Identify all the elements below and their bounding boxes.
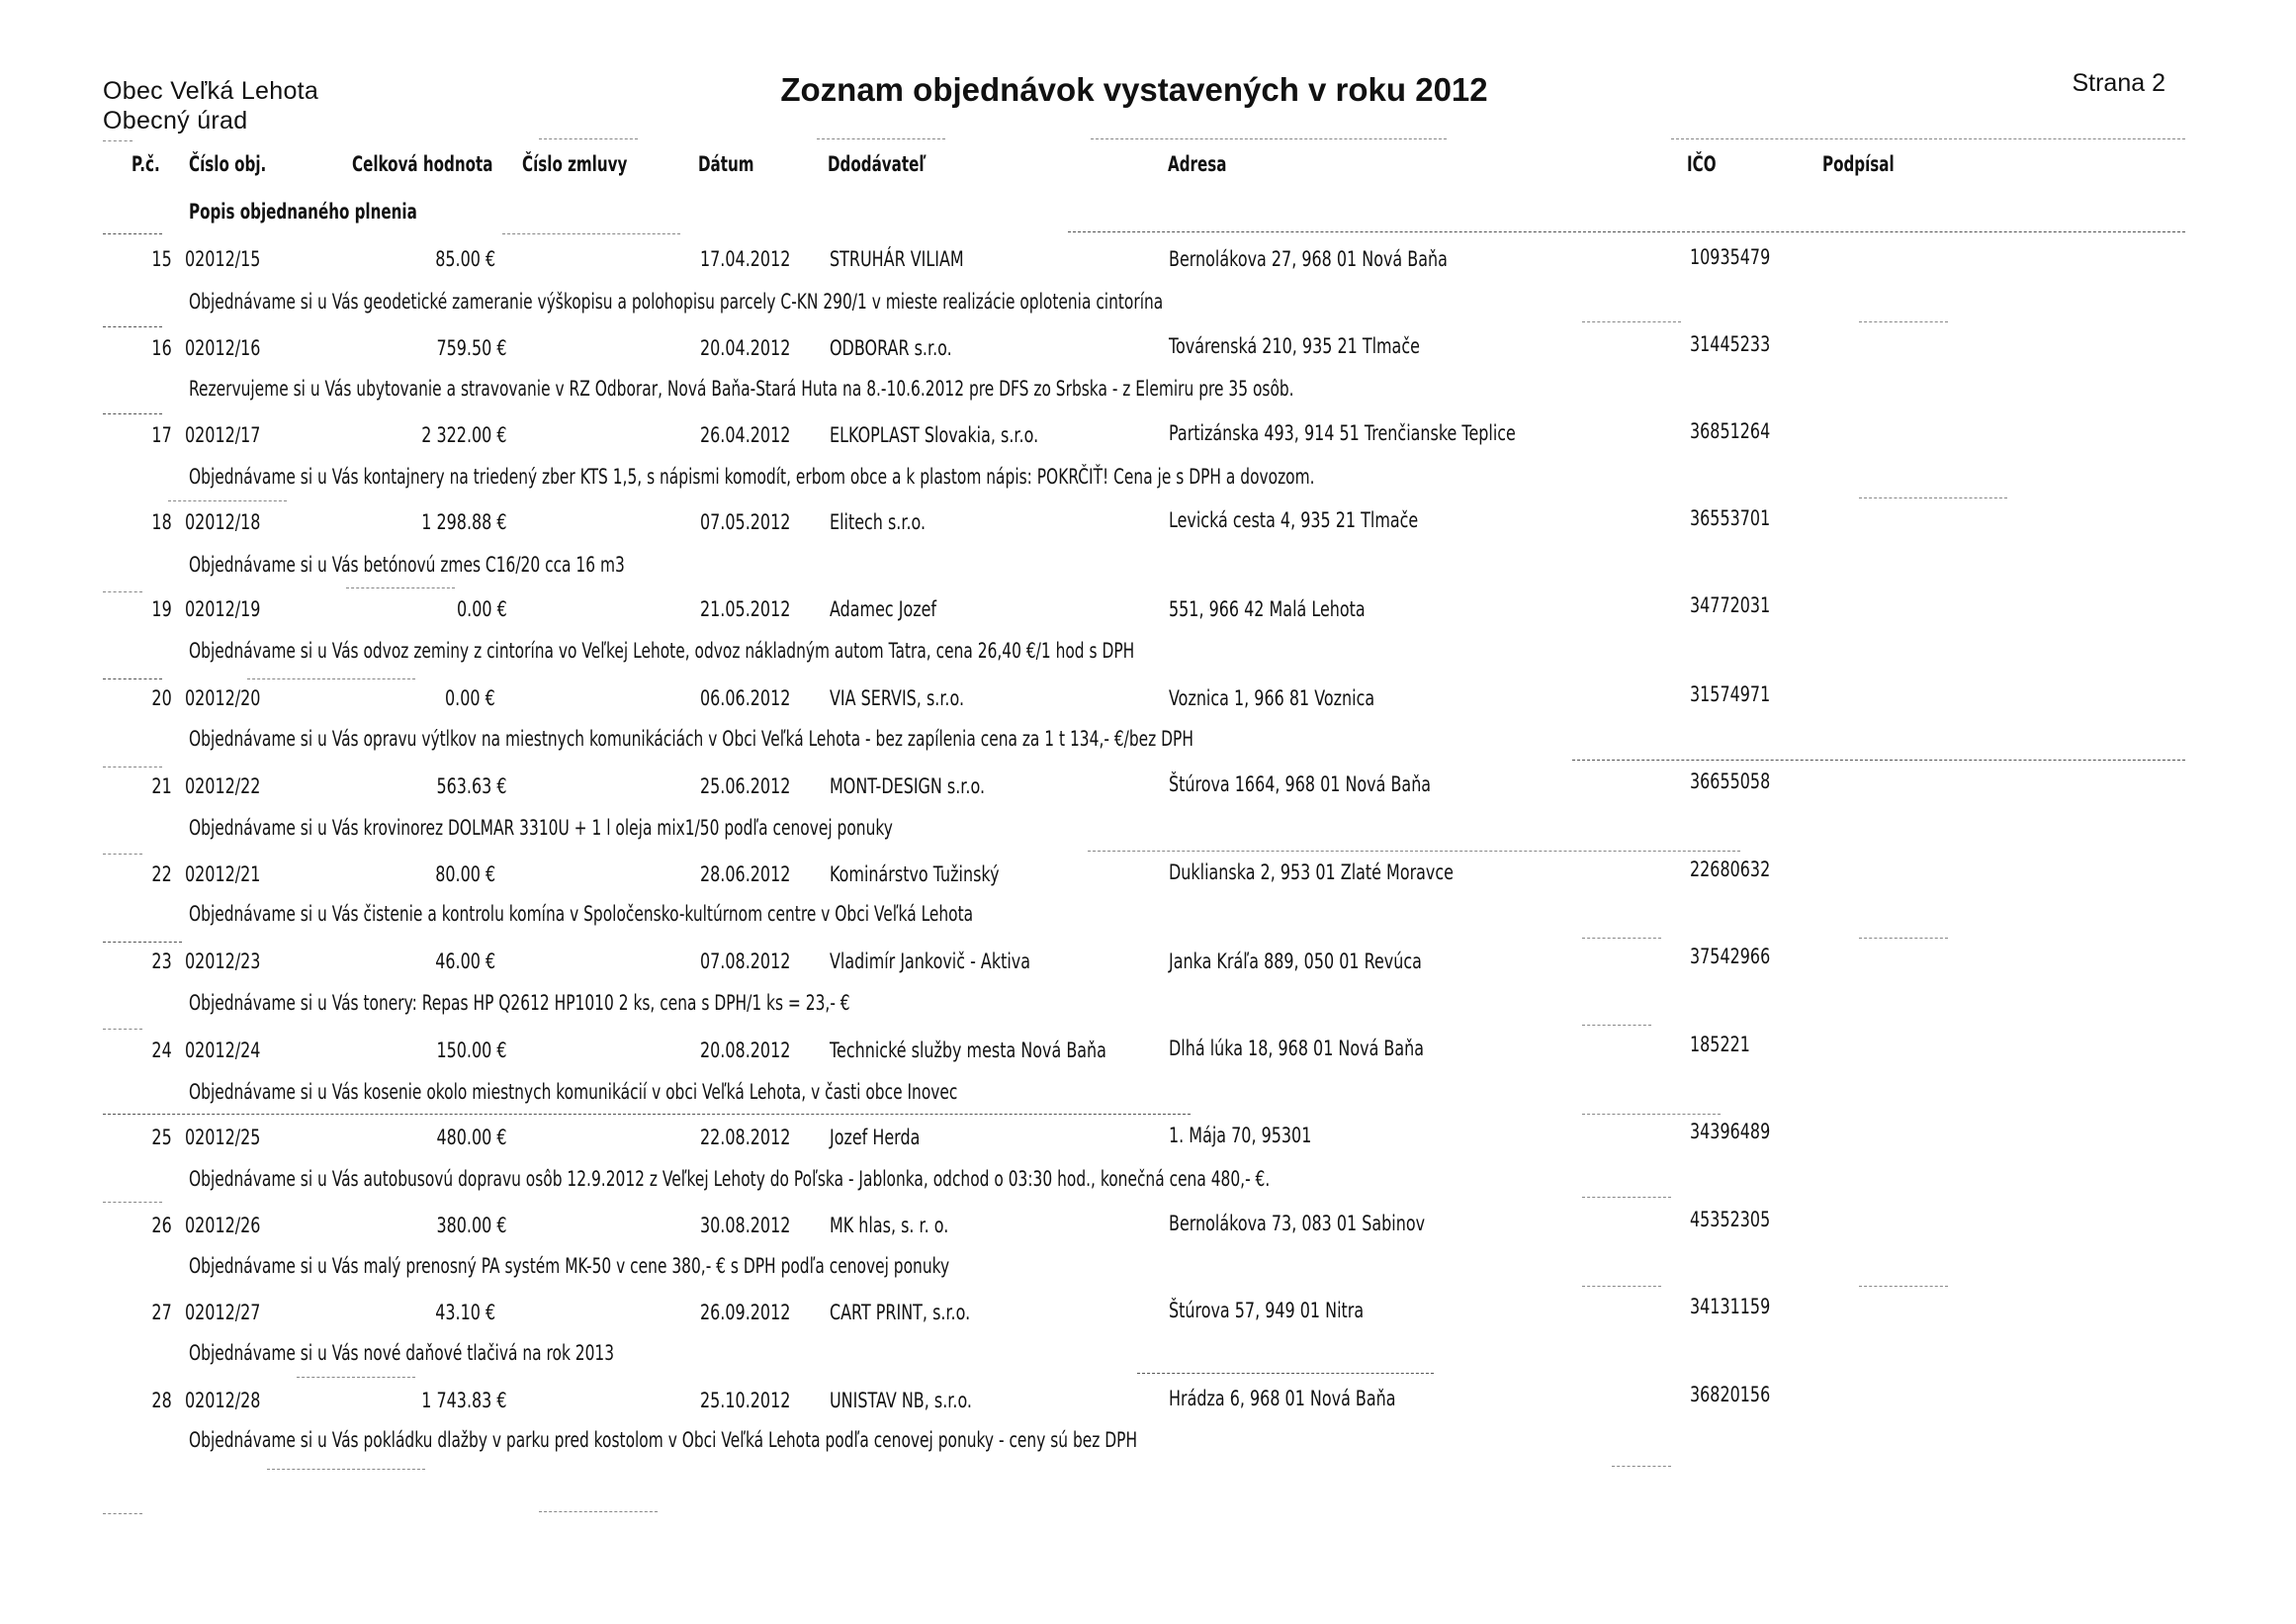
row-pc: 16 [151,336,172,360]
row-separator [103,326,162,327]
column-header-pc: P.č. [132,152,160,176]
row-description: Objednávame si u Vás betónovú zmes C16/20 cca 16 m3 [189,553,625,577]
row-total-value: 1 743.83 € [421,1389,507,1412]
column-header-ico: IČO [1687,152,1717,176]
row-separator [539,1511,658,1512]
document-title-text: Zoznam objednávok vystavených v roku 2012 [780,71,1488,108]
row-description: Objednávame si u Vás čistenie a kontrolu komína v Spoločensko-kultúrnom centre v Obci Veľká Lehota [189,902,974,926]
row-pc: 21 [151,774,172,798]
row-separator [1582,1197,1671,1198]
row-ico: 34772031 [1690,593,1771,617]
row-separator [1088,851,1740,852]
row-order-number: 02012/21 [185,862,261,886]
row-address: Štúrova 1664, 968 01 Nová Baňa [1169,772,1432,796]
row-description: Objednávame si u Vás opravu výtlkov na miestnych komunikáciách v Obci Veľká Lehota - bez zapílenia cena za 1 t 134,- €/bez DPH [189,727,1193,751]
row-separator [1582,1025,1651,1026]
row-separator [103,1114,1191,1115]
row-date: 21.05.2012 [700,597,791,621]
row-description: Objednávame si u Vás krovinorez DOLMAR 3310U + 1 l oleja mix1/50 podľa cenovej ponuky [189,816,893,840]
row-separator [247,678,415,679]
column-header-supplier: Ddodávateľ [828,152,927,176]
row-address: Dlhá lúka 18, 968 01 Nová Baňa [1169,1037,1425,1060]
row-total-value: 46.00 € [435,949,495,973]
column-header-total-value: Celková hodnota [352,152,493,176]
row-supplier: STRUHÁR VILIAM [830,247,964,271]
row-date: 07.05.2012 [700,510,791,534]
row-address: Duklianska 2, 953 01 Zlaté Moravce [1169,860,1454,884]
row-separator [1859,321,1948,322]
row-pc: 27 [151,1301,172,1324]
row-address: 551, 966 42 Malá Lehota [1169,597,1366,621]
row-description: Objednávame si u Vás geodetické zameranie výškopisu a polohopisu parcely C-KN 290/1 v mieste realizácie oplotenia cintorína [189,290,1164,314]
row-supplier: ELKOPLAST Slovakia, s.r.o. [830,423,1039,447]
row-supplier: VIA SERVIS, s.r.o. [830,686,965,710]
row-total-value: 0.00 € [457,597,507,621]
row-order-number: 02012/27 [185,1301,261,1324]
row-description: Objednávame si u Vás kosenie okolo miestnych komunikácií v obci Veľká Lehota, v časti obce Inovec [189,1080,958,1104]
row-date: 26.04.2012 [700,423,791,447]
row-separator [168,500,287,501]
row-pc: 23 [151,949,172,973]
row-pc: 24 [151,1038,172,1062]
header-rule [539,138,638,139]
row-supplier: Elitech s.r.o. [830,510,927,534]
row-supplier: MK hlas, s. r. o. [830,1214,949,1237]
row-date: 17.04.2012 [700,247,791,271]
row-order-number: 02012/20 [185,686,261,710]
row-separator [297,1377,415,1378]
row-supplier: Technické služby mesta Nová Baňa [830,1038,1106,1062]
column-header-description: Popis objednaného plnenia [189,200,417,224]
column-header-contract-number: Číslo zmluvy [522,152,628,176]
header-bottom-rule [502,233,680,234]
row-ico: 36820156 [1690,1383,1771,1406]
header-rule [103,140,132,141]
row-address: Bernolákova 73, 083 01 Sabinov [1169,1212,1426,1235]
row-order-number: 02012/16 [185,336,261,360]
row-date: 06.06.2012 [700,686,791,710]
header-rule [1091,138,1447,139]
column-header-address: Adresa [1168,152,1227,176]
row-date: 28.06.2012 [700,862,791,886]
row-total-value: 85.00 € [435,247,495,271]
row-separator [103,413,162,414]
column-header-order-number: Číslo obj. [189,152,267,176]
header-rule [1671,138,2185,139]
row-pc: 20 [151,686,172,710]
row-address: Továrenská 210, 935 21 Tlmače [1169,334,1420,358]
row-date: 20.08.2012 [700,1038,791,1062]
row-date: 25.10.2012 [700,1389,791,1412]
row-ico: 37542966 [1690,945,1771,968]
row-description: Objednávame si u Vás odvoz zeminy z cintorína vo Veľkej Lehote, odvoz nákladným autom Tatra, cena 26,40 €/1 hod s DPH [189,639,1135,663]
row-total-value: 380.00 € [436,1214,507,1237]
row-ico: 36851264 [1690,419,1771,443]
row-separator [1859,497,2007,498]
row-ico: 31574971 [1690,682,1771,706]
row-description: Rezervujeme si u Vás ubytovanie a stravovanie v RZ Odborar, Nová Baňa-Stará Huta na 8.-10.6.2012 pre DFS zo Srbska - z Elemiru pre 35 osôb. [189,377,1294,401]
row-description: Objednávame si u Vás autobusovú dopravu osôb 12.9.2012 z Veľkej Lehoty do Poľska - Jablonka, odchod o 03:30 hod., konečná cena 480,- €. [189,1167,1271,1191]
row-ico: 36553701 [1690,506,1771,530]
row-description: Objednávame si u Vás nové daňové tlačivá na rok 2013 [189,1341,615,1365]
row-date: 30.08.2012 [700,1214,791,1237]
row-address: Voznica 1, 966 81 Voznica [1169,686,1375,710]
row-order-number: 02012/17 [185,423,261,447]
row-date: 07.08.2012 [700,949,791,973]
row-order-number: 02012/25 [185,1126,261,1149]
column-header-date: Dátum [698,152,754,176]
row-order-number: 02012/23 [185,949,261,973]
row-supplier: Adamec Jozef [830,597,937,621]
row-separator [1582,1286,1661,1287]
row-total-value: 0.00 € [445,686,495,710]
row-order-number: 02012/19 [185,597,261,621]
row-pc: 25 [151,1126,172,1149]
row-pc: 28 [151,1389,172,1412]
row-separator [1582,1114,1721,1115]
row-supplier: UNISTAV NB, s.r.o. [830,1389,973,1412]
row-separator [1859,938,1948,939]
row-pc: 22 [151,862,172,886]
row-ico: 31445233 [1690,332,1771,356]
row-ico: 22680632 [1690,857,1771,881]
row-description: Objednávame si u Vás malý prenosný PA systém MK-50 v cene 380,- € s DPH podľa cenovej ponuky [189,1254,950,1278]
header-rule [817,138,945,139]
row-separator [103,1029,142,1030]
row-ico: 34396489 [1690,1120,1771,1143]
row-order-number: 02012/24 [185,1038,261,1062]
row-separator [103,1513,142,1514]
row-description: Objednávame si u Vás pokládku dlažby v parku pred kostolom v Obci Veľká Lehota podľa cenovej ponuky - ceny sú bez DPH [189,1428,1138,1452]
row-total-value: 480.00 € [436,1126,507,1149]
row-separator [1582,321,1681,322]
column-header-signed-by: Podpísal [1822,152,1895,176]
row-address: Partizánska 493, 914 51 Trenčianske Teplice [1169,421,1516,445]
row-description: Objednávame si u Vás kontajnery na triedený zber KTS 1,5, s nápismi komodít, erbom obce a k plastom nápis: POKRČIŤ! Cena je s DPH a dovozom. [189,465,1315,489]
row-address: Levická cesta 4, 935 21 Tlmače [1169,508,1419,532]
header-bottom-rule [1068,231,2185,232]
row-order-number: 02012/15 [185,247,261,271]
row-separator [346,587,455,588]
document-title [0,71,2296,109]
row-pc: 18 [151,510,172,534]
organization-name: Obec Veľká Lehota [103,77,319,105]
header-bottom-rule [103,233,162,234]
row-address: Štúrova 57, 949 01 Nitra [1169,1299,1365,1322]
row-supplier: Jozef Herda [830,1126,921,1149]
row-total-value: 563.63 € [436,774,507,798]
row-total-value: 1 298.88 € [421,510,507,534]
row-order-number: 02012/18 [185,510,261,534]
row-separator [1572,760,2185,761]
row-date: 26.09.2012 [700,1301,791,1324]
row-total-value: 2 322.00 € [421,423,507,447]
row-address: 1. Mája 70, 95301 [1169,1124,1312,1147]
row-order-number: 02012/26 [185,1214,261,1237]
row-ico: 10935479 [1690,245,1771,269]
row-separator [1137,1373,1434,1374]
row-pc: 19 [151,597,172,621]
row-date: 22.08.2012 [700,1126,791,1149]
row-pc: 17 [151,423,172,447]
page-number: Strana 2 [2072,69,2165,97]
row-supplier: Vladimír Jankovič - Aktiva [830,949,1030,973]
row-pc: 15 [151,247,172,271]
row-pc: 26 [151,1214,172,1237]
row-description: Objednávame si u Vás tonery: Repas HP Q2612 HP1010 2 ks, cena s DPH/1 ks = 23,- € [189,991,850,1015]
organization-office: Obecný úrad [103,107,248,135]
row-ico: 45352305 [1690,1208,1771,1231]
row-address: Janka Kráľa 889, 050 01 Revúca [1169,949,1422,973]
row-address: Hrádza 6, 968 01 Nová Baňa [1169,1387,1396,1410]
row-separator [103,854,142,855]
row-supplier: MONT-DESIGN s.r.o. [830,774,986,798]
row-total-value: 43.10 € [435,1301,495,1324]
row-order-number: 02012/22 [185,774,261,798]
row-separator [1582,938,1661,939]
row-separator [103,678,162,679]
row-separator [1612,1466,1671,1467]
row-total-value: 150.00 € [436,1038,507,1062]
row-separator [103,1202,162,1203]
row-separator [267,1469,425,1470]
row-supplier: CART PRINT, s.r.o. [830,1301,971,1324]
row-total-value: 80.00 € [435,862,495,886]
row-supplier: Kominárstvo Tužinský [830,862,1000,886]
row-ico: 36655058 [1690,769,1771,793]
row-date: 20.04.2012 [700,336,791,360]
row-separator [1859,1286,1948,1287]
row-supplier: ODBORAR s.r.o. [830,336,952,360]
row-address: Bernolákova 27, 968 01 Nová Baňa [1169,247,1448,271]
row-order-number: 02012/28 [185,1389,261,1412]
row-date: 25.06.2012 [700,774,791,798]
row-ico: 185221 [1690,1033,1750,1056]
row-ico: 34131159 [1690,1295,1771,1318]
row-total-value: 759.50 € [436,336,507,360]
row-separator [103,591,142,592]
row-separator [103,942,182,943]
